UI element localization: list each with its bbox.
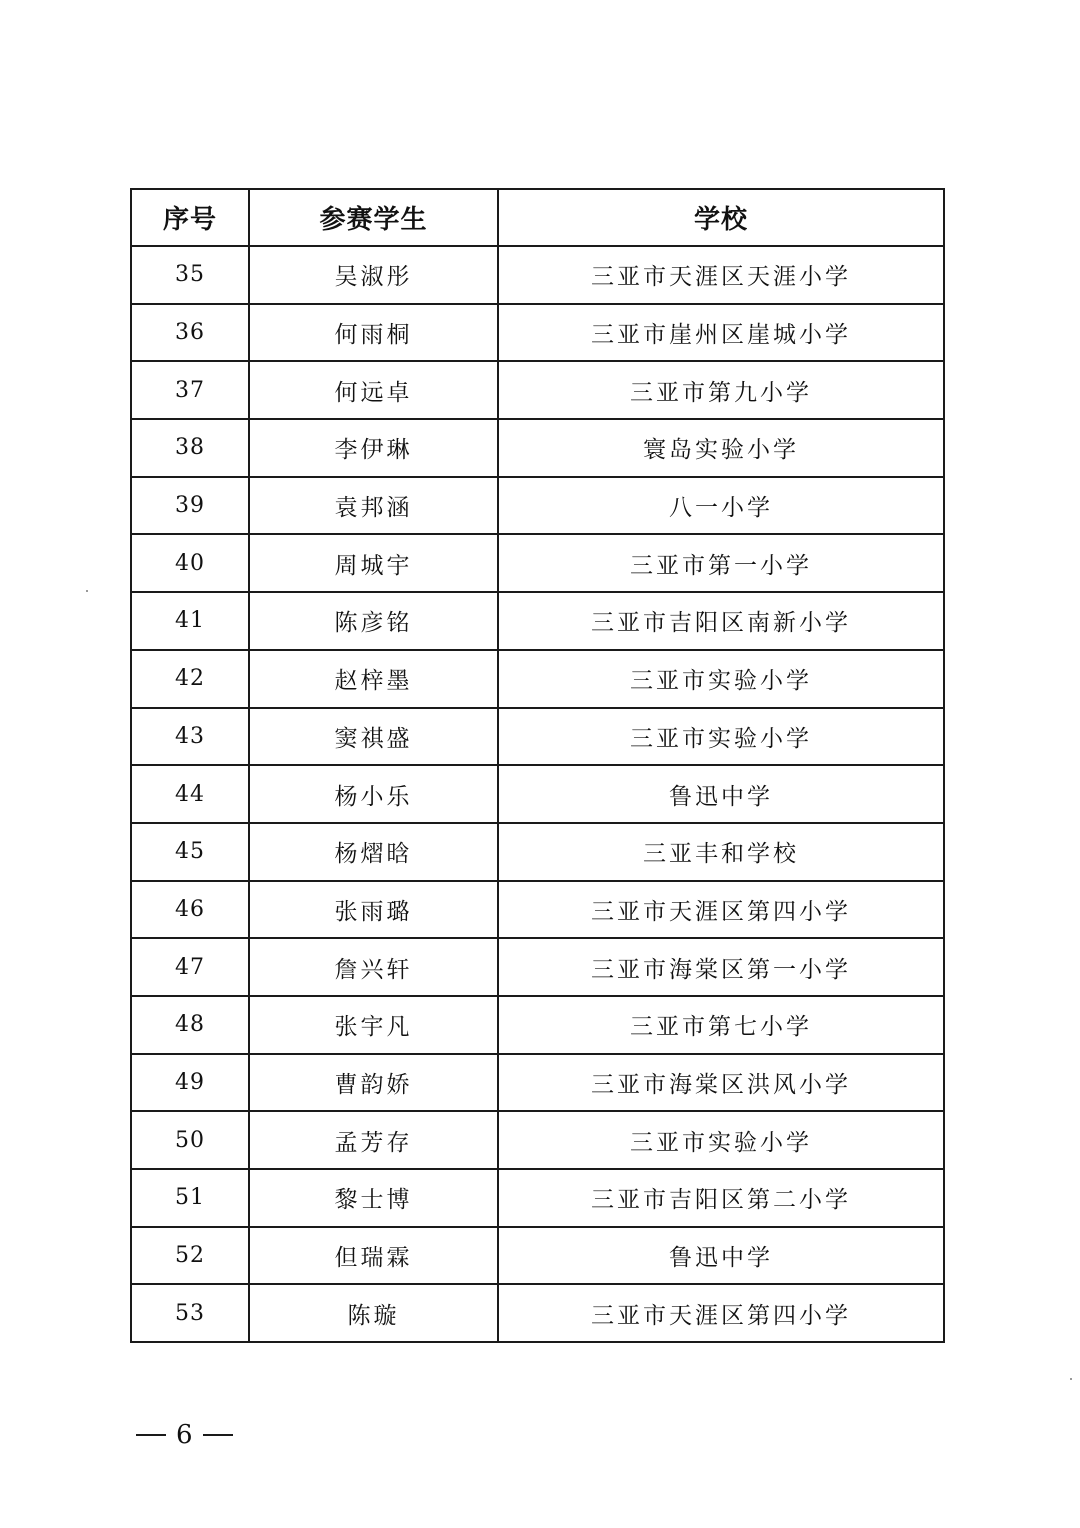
student-name-cell: 陈璇 <box>249 1284 498 1342</box>
student-name-cell: 曹韵娇 <box>249 1054 498 1112</box>
serial-number-cell: 41 <box>131 592 249 650</box>
table-row <box>131 938 944 996</box>
school-name-cell: 三亚市海棠区第一小学 <box>498 938 944 996</box>
table-row <box>131 1054 944 1112</box>
page-number-left-dash <box>136 1434 166 1436</box>
table-row <box>131 996 944 1054</box>
table-row <box>131 708 944 766</box>
serial-number-cell: 49 <box>131 1054 249 1112</box>
page-number <box>136 1420 233 1450</box>
table-row <box>131 304 944 362</box>
school-name-cell: 寰岛实验小学 <box>498 419 944 477</box>
serial-number-cell: 52 <box>131 1227 249 1285</box>
student-name-cell: 孟芳存 <box>249 1111 498 1169</box>
table-row <box>131 534 944 592</box>
table-row <box>131 477 944 535</box>
school-name-cell: 八一小学 <box>498 477 944 535</box>
student-name-cell: 赵梓墨 <box>249 650 498 708</box>
student-name-cell: 杨熠晗 <box>249 823 498 881</box>
serial-number-cell: 51 <box>131 1169 249 1227</box>
student-name-cell: 吴淑彤 <box>249 246 498 304</box>
student-name-cell: 詹兴轩 <box>249 938 498 996</box>
table-row <box>131 765 944 823</box>
serial-number-cell: 48 <box>131 996 249 1054</box>
serial-number-cell: 42 <box>131 650 249 708</box>
school-name-cell: 三亚丰和学校 <box>498 823 944 881</box>
table-row <box>131 1111 944 1169</box>
serial-number-cell: 39 <box>131 477 249 535</box>
scan-speck <box>86 590 88 592</box>
header-student: 参赛学生 <box>249 189 498 246</box>
table-row <box>131 361 944 419</box>
school-name-cell: 三亚市海棠区洪风小学 <box>498 1054 944 1112</box>
school-name-cell: 三亚市崖州区崖城小学 <box>498 304 944 362</box>
school-name-cell: 三亚市第九小学 <box>498 361 944 419</box>
page-number-right-dash <box>203 1434 233 1436</box>
student-name-cell: 何雨桐 <box>249 304 498 362</box>
school-name-cell: 三亚市吉阳区南新小学 <box>498 592 944 650</box>
serial-number-cell: 43 <box>131 708 249 766</box>
table-row <box>131 1169 944 1227</box>
student-name-cell: 张宇凡 <box>249 996 498 1054</box>
student-name-cell: 陈彦铭 <box>249 592 498 650</box>
serial-number-cell: 46 <box>131 881 249 939</box>
header-serial-number: 序号 <box>131 189 249 246</box>
school-name-cell: 三亚市天涯区第四小学 <box>498 1284 944 1342</box>
student-name-cell: 杨小乐 <box>249 765 498 823</box>
table-row <box>131 419 944 477</box>
table-row <box>131 1227 944 1285</box>
header-school: 学校 <box>498 189 944 246</box>
table-header <box>131 189 944 246</box>
school-name-cell: 三亚市实验小学 <box>498 1111 944 1169</box>
table-row <box>131 592 944 650</box>
serial-number-cell: 38 <box>131 419 249 477</box>
student-name-cell: 但瑞霖 <box>249 1227 498 1285</box>
serial-number-cell: 50 <box>131 1111 249 1169</box>
serial-number-cell: 47 <box>131 938 249 996</box>
student-name-cell: 袁邦涵 <box>249 477 498 535</box>
school-name-cell: 三亚市实验小学 <box>498 708 944 766</box>
table-row <box>131 246 944 304</box>
school-name-cell: 三亚市第七小学 <box>498 996 944 1054</box>
school-name-cell: 三亚市第一小学 <box>498 534 944 592</box>
header-row <box>131 189 944 246</box>
serial-number-cell: 40 <box>131 534 249 592</box>
table-row <box>131 650 944 708</box>
serial-number-cell: 44 <box>131 765 249 823</box>
serial-number-cell: 37 <box>131 361 249 419</box>
student-name-cell: 窦祺盛 <box>249 708 498 766</box>
school-name-cell: 三亚市吉阳区第二小学 <box>498 1169 944 1227</box>
school-name-cell: 三亚市实验小学 <box>498 650 944 708</box>
school-name-cell: 三亚市天涯区天涯小学 <box>498 246 944 304</box>
school-name-cell: 鲁迅中学 <box>498 765 944 823</box>
student-name-cell: 李伊琳 <box>249 419 498 477</box>
page-number-value: 6 <box>176 1420 193 1450</box>
table-body <box>131 246 944 1342</box>
school-name-cell: 三亚市天涯区第四小学 <box>498 881 944 939</box>
table-row <box>131 1284 944 1342</box>
table-row <box>131 823 944 881</box>
serial-number-cell: 36 <box>131 304 249 362</box>
student-name-cell: 黎士博 <box>249 1169 498 1227</box>
scan-speck <box>1070 1378 1072 1380</box>
table-row <box>131 881 944 939</box>
school-name-cell: 鲁迅中学 <box>498 1227 944 1285</box>
student-name-cell: 周城宇 <box>249 534 498 592</box>
student-name-cell: 张雨璐 <box>249 881 498 939</box>
serial-number-cell: 35 <box>131 246 249 304</box>
serial-number-cell: 53 <box>131 1284 249 1342</box>
participants-table <box>130 188 945 1343</box>
student-name-cell: 何远卓 <box>249 361 498 419</box>
serial-number-cell: 45 <box>131 823 249 881</box>
